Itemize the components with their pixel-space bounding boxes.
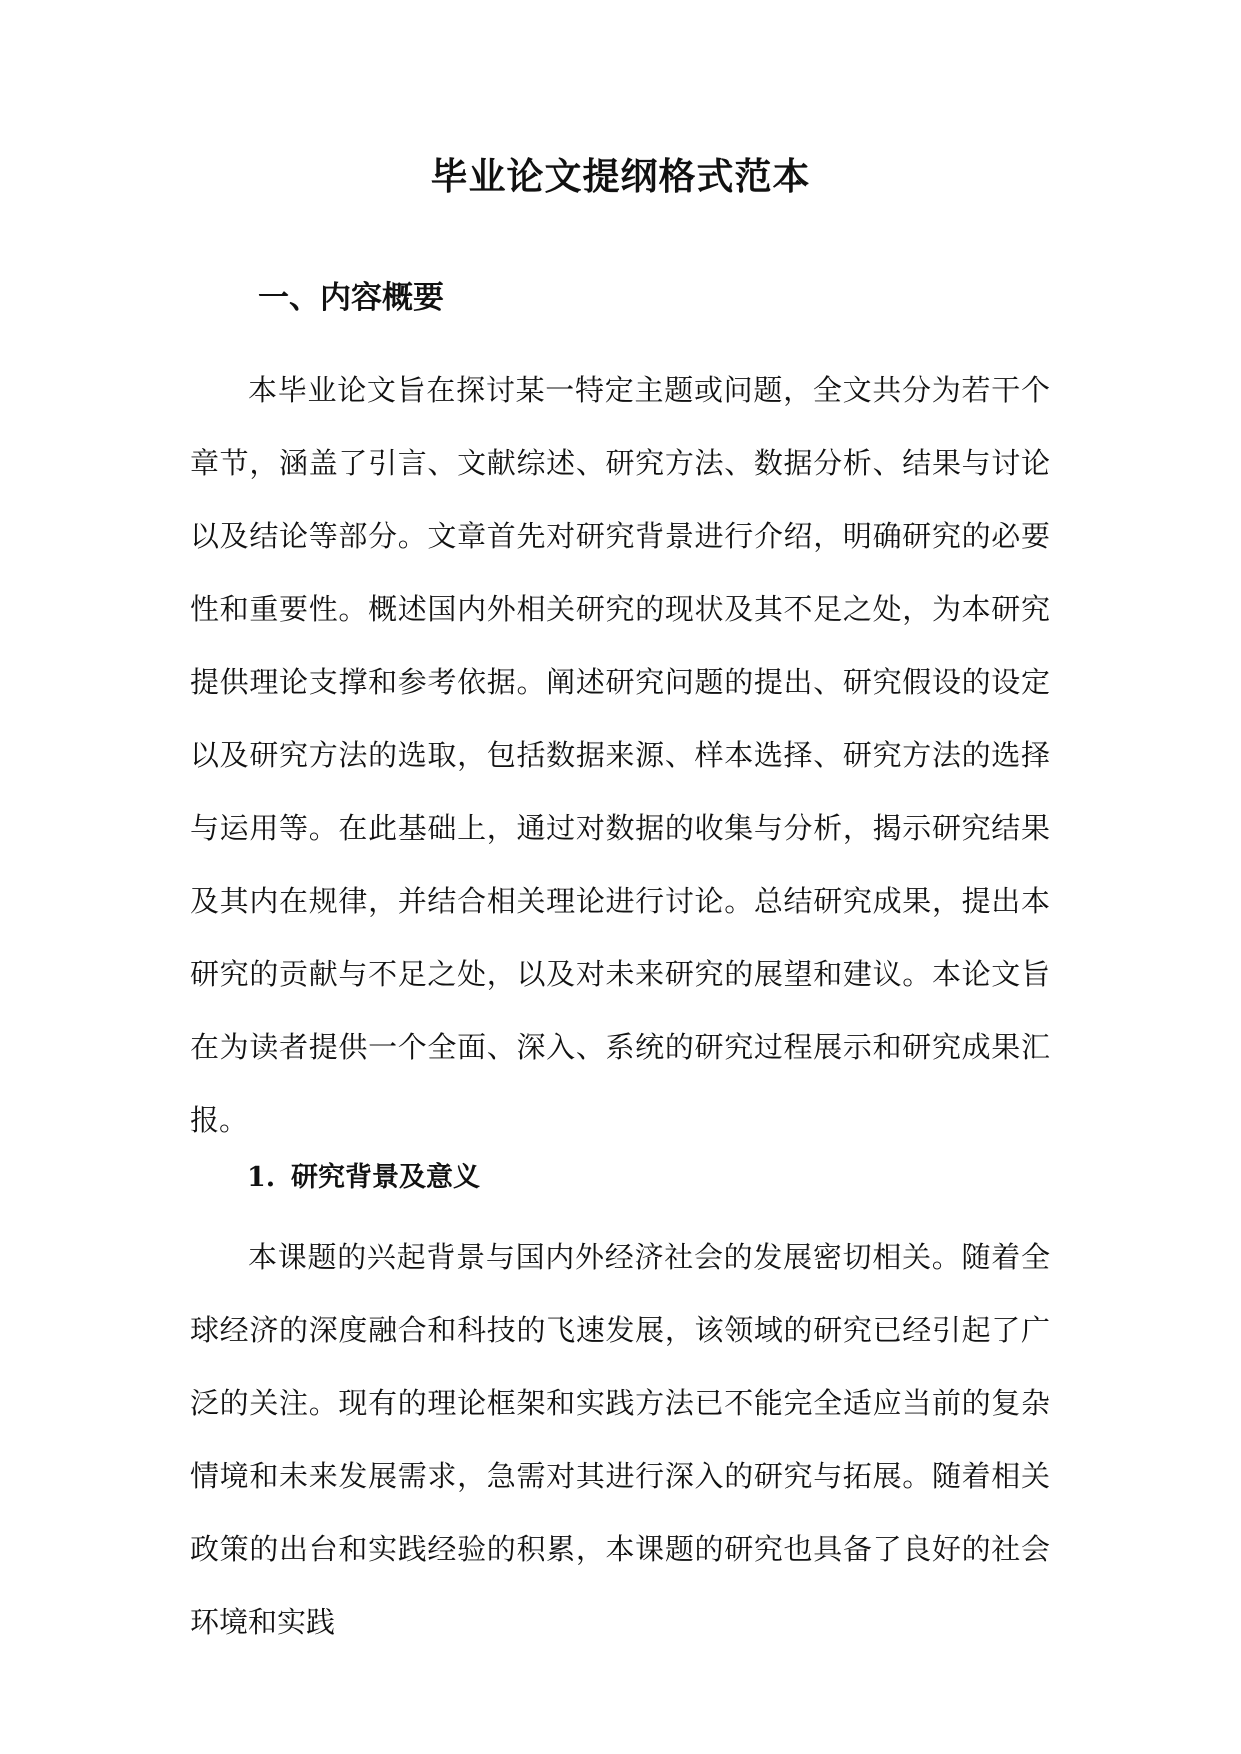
subsection-number: 1. xyxy=(247,1162,276,1193)
subsection-heading-background xyxy=(247,1158,480,1198)
section-heading-content-summary: 一、内容概要 xyxy=(258,280,444,316)
subsection-heading-text: 研究背景及意义 xyxy=(291,1162,480,1193)
subsection-paragraph-background: 本课题的兴起背景与国内外经济社会的发展密切相关。随着全球经济的深度融合和科技的飞速发展，该领域的研究已经引起了广泛的关注。现有的理论框架和实践方法已不能完全适应当前的复杂情境和未来发展需求，急需对其进行深入的研究与拓展。随着相关政策的出台和实践经验的积累，本课题的研究也具备了良好的社会环境和实践 xyxy=(190,1240,1050,1639)
section-paragraph-content-summary: 本毕业论文旨在探讨某一特定主题或问题，全文共分为若干个章节，涵盖了引言、文献综述、研究方法、数据分析、结果与讨论以及结论等部分。文章首先对研究背景进行介绍，明确研究的必要性和重要性。概述国内外相关研究的现状及其不足之处，为本研究提供理论支撑和参考依据。阐述研究问题的提出、研究假设的设定以及研究方法的选取，包括数据来源、样本选择、研究方法的选择与运用等。在此基础上，通过对数据的收集与分析，揭示研究结果及其内在规律，并结合相关理论进行讨论。总结研究成果，提出本研究的贡献与不足之处，以及对未来研究的展望和建议。本论文旨在为读者提供一个全面、深入、系统的研究过程展示和研究成果汇报。 xyxy=(190,373,1050,1137)
document-title: 毕业论文提纲格式范本 xyxy=(430,154,811,198)
